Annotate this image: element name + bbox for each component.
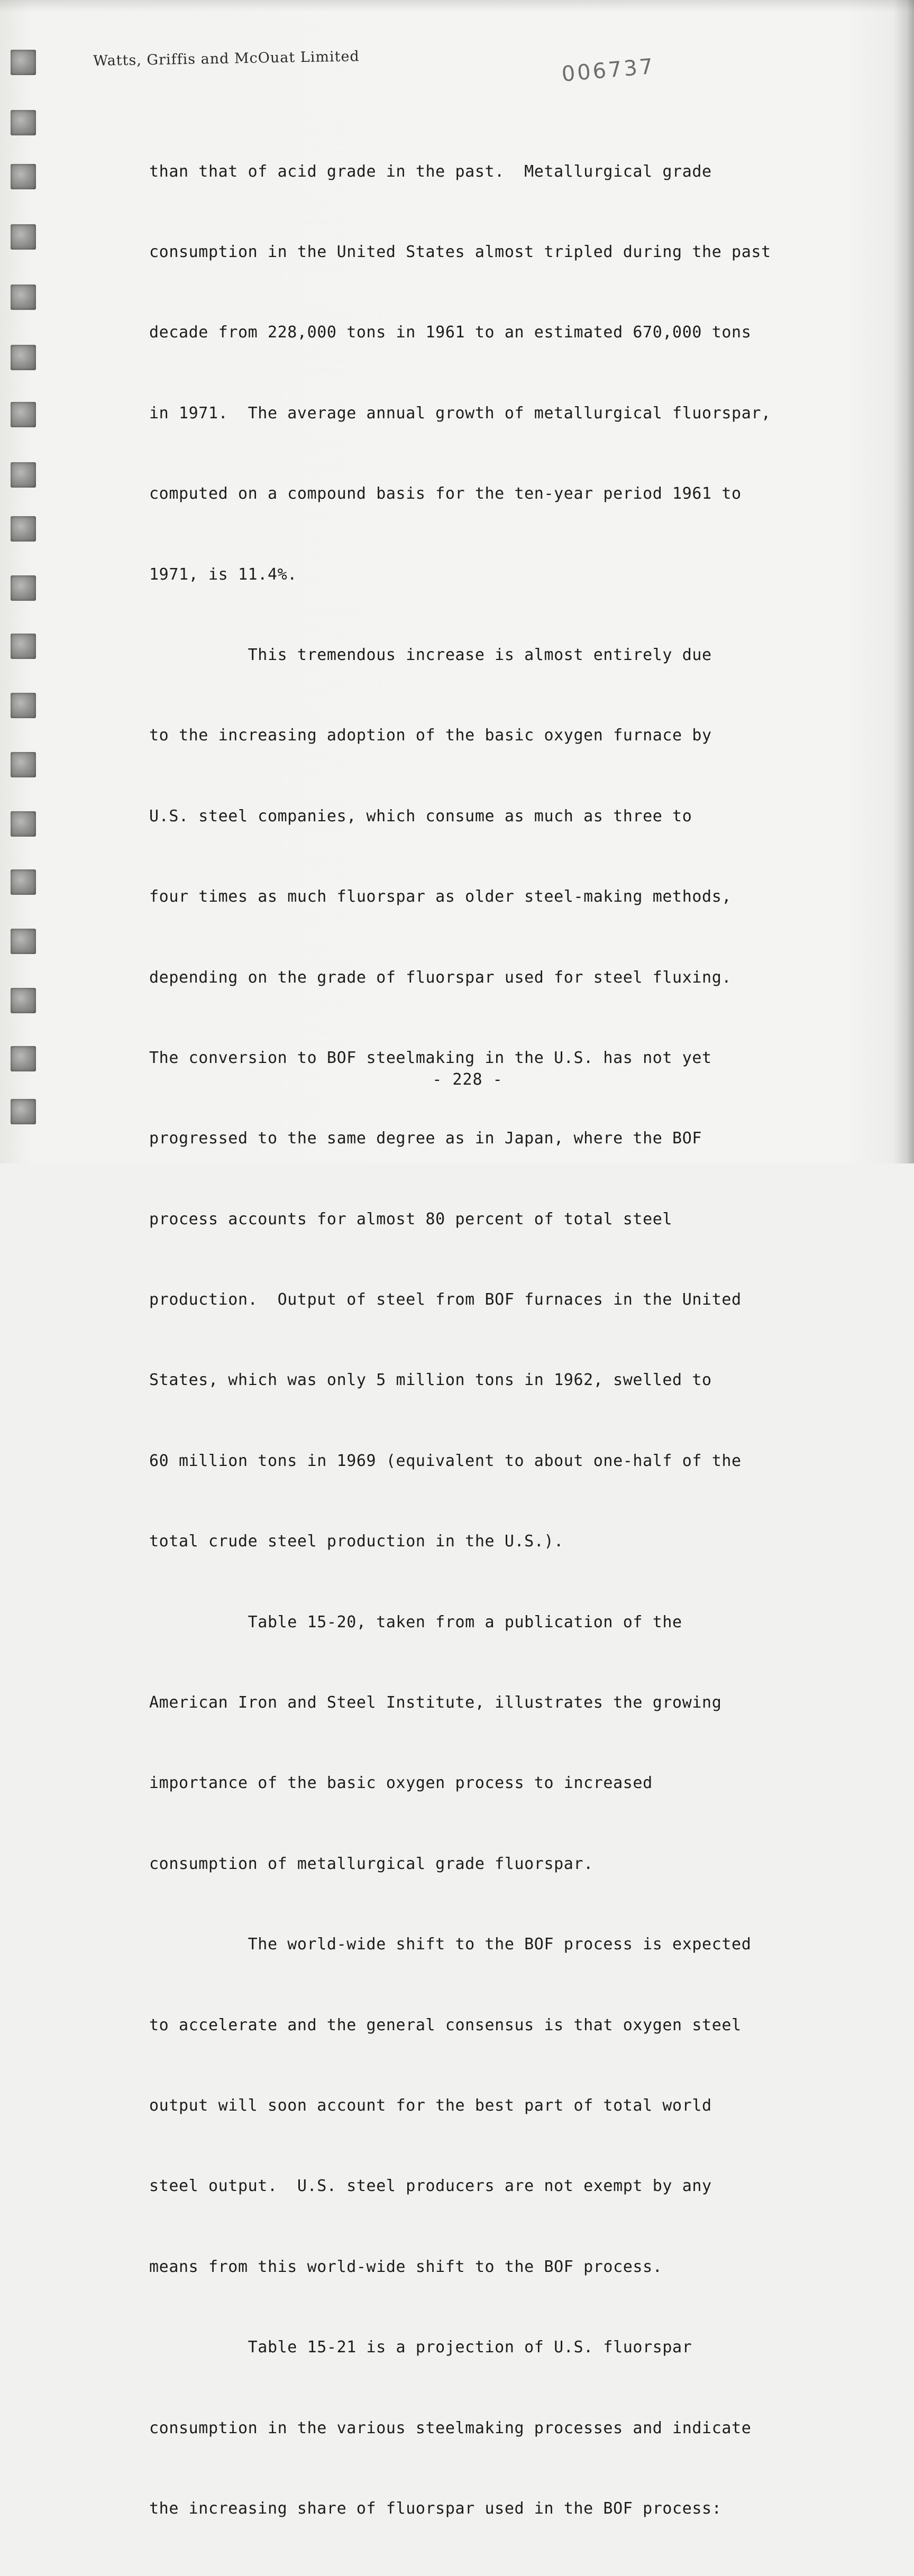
binding-hole-icon	[11, 634, 36, 659]
text-line: importance of the basic oxygen process to increased	[149, 1774, 653, 1793]
binding-hole-icon	[11, 752, 36, 777]
text-line: than that of acid grade in the past. Metallurgical grade	[149, 162, 712, 181]
text-line: This tremendous increase is almost entirely due	[149, 645, 712, 664]
document-number-stamp: 006737	[561, 54, 656, 87]
text-line: States, which was only 5 million tons in 1962, swelled to	[149, 1371, 712, 1390]
text-line: progressed to the same degree as in Japan, where the BOF	[149, 1129, 702, 1148]
binding-hole-icon	[11, 164, 36, 189]
text-line: the increasing share of fluorspar used in the BOF process:	[149, 2499, 722, 2518]
page-number: - 228 -	[432, 1070, 503, 1089]
text-line: to the increasing adoption of the basic oxygen furnace by	[149, 726, 712, 745]
binding-hole-icon	[11, 1046, 36, 1071]
text-line: Table 15-20, taken from a publication of the	[149, 1612, 682, 1631]
binding-hole-icon	[11, 345, 36, 370]
text-line: The world-wide shift to the BOF process is expected	[149, 1935, 752, 1954]
text-line: Table 15-21 is a projection of U.S. fluorspar	[149, 2338, 692, 2357]
text-line: consumption in the various steelmaking processes and indicate	[149, 2418, 752, 2437]
binding-hole-icon	[11, 110, 36, 135]
binding-hole-icon	[11, 988, 36, 1013]
text-line: 60 million tons in 1969 (equivalent to about one-half of the	[149, 1451, 742, 1470]
binding-hole-icon	[11, 402, 36, 427]
text-line: in 1971. The average annual growth of metallurgical fluorspar,	[149, 404, 771, 423]
text-line: consumption in the United States almost tripled during the past	[149, 242, 771, 261]
binding-hole-icon	[11, 869, 36, 895]
text-line: decade from 228,000 tons in 1961 to an estimated 670,000 tons	[149, 323, 752, 342]
binding-hole-icon	[11, 929, 36, 954]
text-line: means from this world-wide shift to the BOF process.	[149, 2257, 663, 2276]
text-line: depending on the grade of fluorspar used for steel fluxing.	[149, 968, 732, 987]
text-line: 1971, is 11.4%.	[149, 565, 297, 584]
text-line: American Iron and Steel Institute, illustrates the growing	[149, 1693, 722, 1712]
binding-hole-icon	[11, 462, 36, 488]
text-line: steel output. U.S. steel producers are not exempt by any	[149, 2177, 712, 2196]
top-shadow	[0, 0, 914, 12]
text-line: total crude steel production in the U.S.).	[149, 1532, 564, 1551]
body-text	[149, 105, 853, 2576]
binding-hole-icon	[11, 224, 36, 250]
text-line: production. Output of steel from BOF furnaces in the United	[149, 1290, 742, 1309]
text-line: U.S. steel companies, which consume as much as three to	[149, 806, 692, 826]
text-line: process accounts for almost 80 percent of total steel	[149, 1209, 673, 1229]
binding-hole-icon	[11, 285, 36, 310]
spiral-binding	[7, 47, 44, 1147]
binding-hole-icon	[11, 811, 36, 837]
text-line: The conversion to BOF steelmaking in the U.S. has not yet	[149, 1048, 712, 1067]
page-edge-shadow	[893, 0, 914, 1163]
binding-hole-icon	[11, 50, 36, 75]
text-line: computed on a compound basis for the ten-year period 1961 to	[149, 484, 742, 503]
company-letterhead: Watts, Griffis and McOuat Limited	[93, 48, 360, 69]
text-line: consumption of metallurgical grade fluorspar.	[149, 1854, 593, 1873]
binding-hole-icon	[11, 516, 36, 542]
text-line: four times as much fluorspar as older steel-making methods,	[149, 887, 732, 906]
text-line: to accelerate and the general consensus is that oxygen steel	[149, 2015, 742, 2034]
text-line: output will soon account for the best part of total world	[149, 2096, 712, 2115]
binding-hole-icon	[11, 575, 36, 601]
binding-hole-icon	[11, 693, 36, 718]
binding-hole-icon	[11, 1099, 36, 1124]
